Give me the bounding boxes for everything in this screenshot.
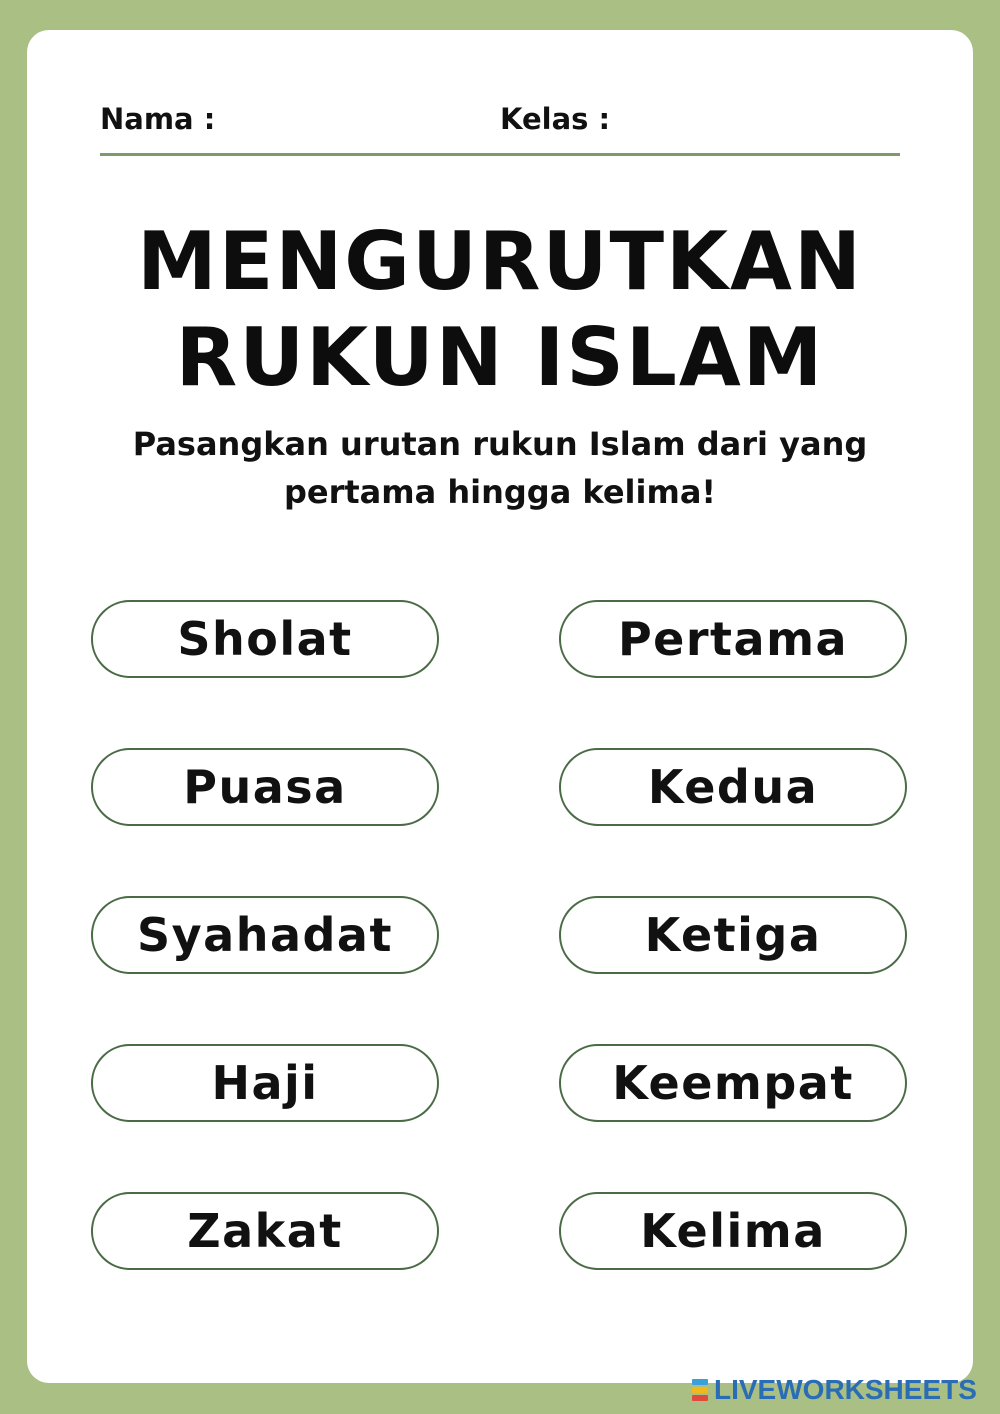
brand-text: LIVEWORKSHEETS <box>714 1374 977 1405</box>
pillar-item-haji[interactable]: Haji <box>91 1044 439 1122</box>
order-item-ketiga[interactable]: Ketiga <box>559 896 907 974</box>
pillar-item-sholat[interactable]: Sholat <box>91 600 439 678</box>
header-divider <box>100 153 900 156</box>
order-item-kelima[interactable]: Kelima <box>559 1192 907 1270</box>
instruction-line-2: pertama hingga kelima! <box>283 473 717 511</box>
page-title-line-1: MENGURUTKAN <box>137 215 863 308</box>
order-item-keempat[interactable]: Keempat <box>559 1044 907 1122</box>
name-label: Nama : <box>100 102 216 136</box>
pillar-item-syahadat[interactable]: Syahadat <box>91 896 439 974</box>
page-title-line-2: RUKUN ISLAM <box>175 311 825 404</box>
pillar-item-zakat[interactable]: Zakat <box>91 1192 439 1270</box>
instruction-line-1: Pasangkan urutan rukun Islam dari yang <box>132 425 868 463</box>
liveworksheets-brand <box>692 1374 977 1406</box>
class-label: Kelas : <box>500 102 611 136</box>
liveworksheets-logo-icon <box>692 1377 710 1403</box>
pillar-item-puasa[interactable]: Puasa <box>91 748 439 826</box>
order-item-pertama[interactable]: Pertama <box>559 600 907 678</box>
order-item-kedua[interactable]: Kedua <box>559 748 907 826</box>
